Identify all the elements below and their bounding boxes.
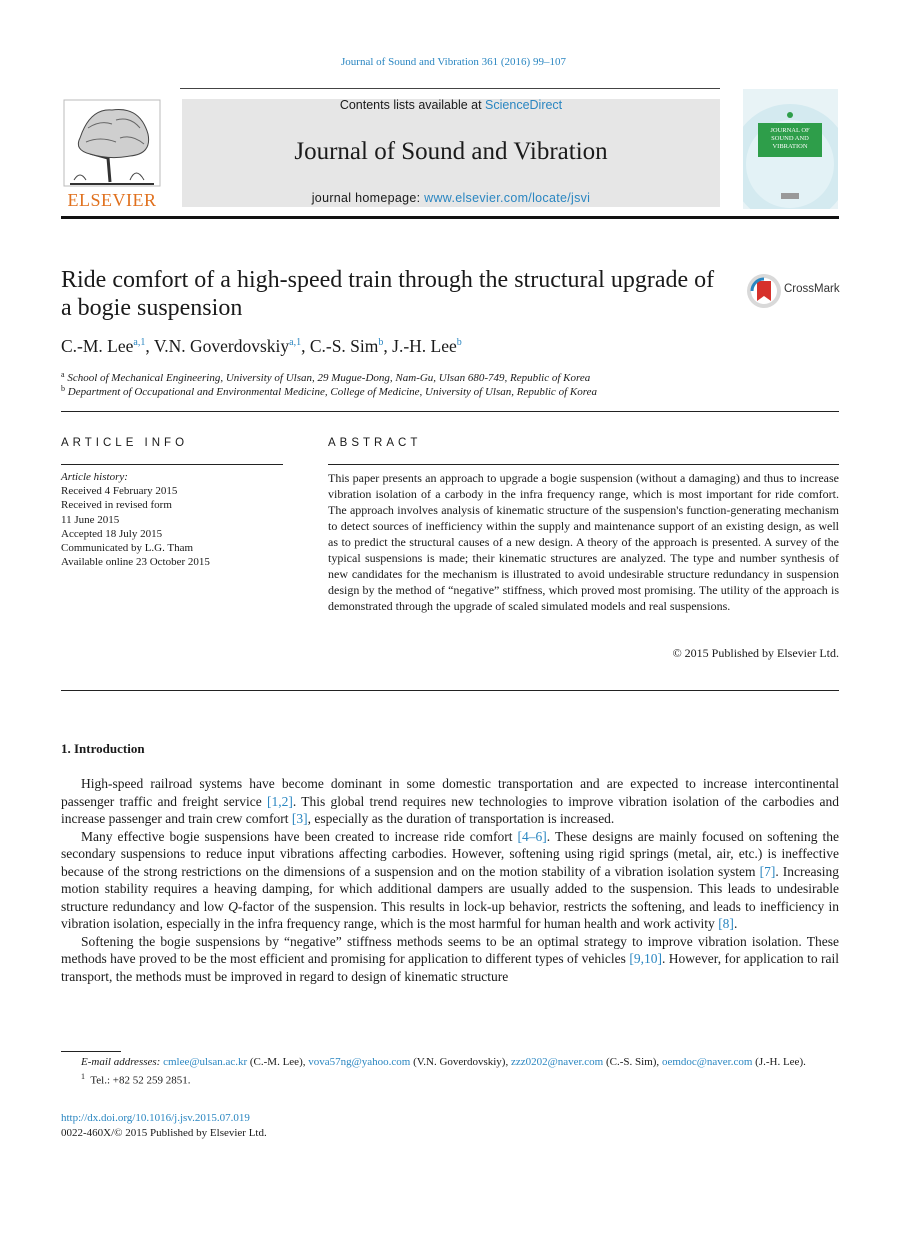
text-run: . However, for application to rail transport, the methods must be improved in regard to design of kinematic structure [61, 951, 839, 984]
cover-title: JOURNAL OF SOUND AND VIBRATION [770, 127, 810, 150]
citation-link[interactable]: [1,2] [266, 793, 293, 809]
homepage-prefix: journal homepage: [311, 191, 425, 205]
history-item: 11 June 2015 [61, 513, 120, 526]
crossmark-icon [746, 273, 782, 309]
article-info-rule [61, 464, 283, 465]
introduction-body [61, 775, 839, 985]
article-history [61, 470, 283, 569]
history-item: Communicated by L.G. Tham [61, 542, 194, 555]
contents-prefix: Contents lists available at [339, 98, 486, 112]
citation-link[interactable]: [4–6] [517, 828, 547, 844]
text-run: . This global trend requires new technologies to improve vibration isolation of the carbodies and increase passenger and train crew comfort [61, 793, 839, 826]
text-run: , especially as the duration of transportation is increased. [307, 811, 615, 826]
citation-link[interactable]: [7] [759, 863, 776, 879]
footnote-rule [61, 1051, 121, 1052]
email-owner: (J.-H. Lee). [752, 1056, 806, 1068]
citation-link[interactable]: [8] [718, 916, 734, 931]
author-affiliation-mark[interactable]: a,1 [289, 337, 302, 348]
email-owner: (C.-M. Lee), [247, 1056, 309, 1068]
author-list: C.-M. Lee$^{a,1}$, V.N. Goverdovskiy$^{a,1}$, C.-S. Sim$^b$, J.-H. Lee$^b$ [61, 336, 462, 356]
affiliation-text: Department of Occupational and Environmental Medicine, College of Medicine, University of Ulsan, Republic of Korea [67, 386, 597, 398]
journal-cover[interactable] [743, 89, 838, 209]
homepage-line [182, 191, 720, 205]
footnotes [61, 1055, 839, 1088]
text-run: Many effective bogie suspensions have been created to increase ride comfort [81, 828, 518, 844]
author-name: C.-M. Lee [61, 336, 134, 356]
footnote-mark: 1 [81, 1071, 85, 1081]
affiliation [61, 384, 597, 398]
email-owner: (V.N. Goverdovskiy), [410, 1056, 511, 1068]
text-run: . [733, 916, 738, 931]
section-divider [61, 690, 839, 691]
email-link[interactable]: vova57ng@yahoo.com [308, 1056, 411, 1068]
abstract-heading: ABSTRACT [328, 437, 422, 449]
header-top-rule [180, 88, 720, 89]
email-link[interactable]: oemdoc@naver.com [661, 1056, 753, 1068]
sciencedirect-link[interactable]: ScienceDirect [485, 98, 563, 112]
text-run: High-speed railroad systems have become dominant in some domestic transportation and are expected to increase intercontinental passenger traffic and freight service [61, 776, 839, 809]
text-run: . These designs are mainly focused on softening the secondary suspensions to reduce input vibrations affecting carbodies. However, softening using rigid springs (metal, air, etc.) is ineffective because of the strong restrictions on the dimensions of a suspension and on the motion stability of a vibration isolation system [61, 828, 839, 879]
header-thick-rule [61, 216, 839, 219]
email-link[interactable]: zzz0202@naver.com [510, 1056, 604, 1068]
doi-link[interactable]: http://dx.doi.org/10.1016/j.jsv.2015.07.019 [61, 1112, 250, 1124]
section-divider [61, 411, 839, 412]
paragraph [61, 933, 839, 986]
history-item: Available online 23 October 2015 [61, 556, 210, 569]
contents-line [182, 98, 720, 112]
abstract-rule [328, 464, 839, 465]
author-affiliation-mark[interactable]: b [456, 337, 462, 348]
author-name: C.-S. Sim [309, 336, 379, 356]
abstract-text: This paper presents an approach to upgrade a bogie suspension (without a damaging) and thus to increase vibration isolation of a carbody in the infra frequency range, which is most important for ride comfort. The approach involves analysis of kinematic structure of the suspension's function-generating mechanism to detect sources of inefficiency within the supply and maintenance support of an existing design, as well as to predict the structural causes of a new design. A theory of the approach is presented. A survey of the typical suspensions is made; their kinematic structures are analyzed. The type and number synthesis of new candidates for the mechanism is illustrated to avoid undesirable structure redundancy in suspension design by the method of “negative” stiffness, which proved most promising. The utility of the approach is demonstrated through the upgrade of scaled simulated models and real suspensions. [328, 471, 839, 613]
tel-footnote [61, 1070, 839, 1088]
article-info-heading: ARTICLE INFO [61, 437, 189, 449]
author-affiliation-mark[interactable]: b [378, 337, 384, 348]
text-run: Q [228, 898, 238, 914]
issn-line: 0022-460X/© 2015 Published by Elsevier Ltd. [61, 1126, 267, 1139]
author-name: J.-H. Lee [392, 336, 457, 356]
affiliation-mark: b [61, 384, 65, 393]
homepage-link[interactable]: www.elsevier.com/locate/jsvi [424, 191, 591, 205]
article-title: Ride comfort of a high-speed train through the structural upgrade of a bogie suspension [61, 267, 715, 321]
affiliation [61, 370, 590, 384]
author-name: V.N. Goverdovskiy [153, 336, 290, 356]
citation-link[interactable]: [3] [291, 811, 308, 826]
journal-name: Journal of Sound and Vibration [294, 138, 608, 165]
elsevier-logo[interactable] [60, 98, 164, 210]
text-run: -factor of the suspension. This results in lock-up behavior, restricts the softening, and leads to inefficiency in vibration isolation, especially in the infra frequency range, which is the most harmful for human health and work activity [61, 898, 839, 931]
affiliation-text: School of Mechanical Engineering, University of Ulsan, 29 Mugue-Dong, Nam-Gu, Ulsan 680-749, Republic of Korea [67, 372, 591, 384]
crossmark-button[interactable] [746, 271, 846, 311]
abstract-copyright: © 2015 Published by Elsevier Ltd. [672, 646, 839, 660]
paragraph [61, 828, 839, 933]
email-owner: (C.-S. Sim), [603, 1056, 660, 1068]
paragraph [61, 775, 839, 828]
history-item: Received 4 February 2015 [61, 485, 178, 498]
email-footnote [61, 1055, 839, 1070]
affiliation-mark: a [61, 370, 65, 379]
history-label: Article history: [61, 471, 128, 483]
history-item: Received in revised form [61, 499, 172, 512]
citation-link[interactable]: [9,10] [629, 951, 662, 966]
introduction-heading: 1. Introduction [61, 741, 145, 756]
email-label: E-mail addresses: [81, 1056, 161, 1068]
tel-text: Tel.: +82 52 259 2851. [90, 1074, 191, 1087]
text-run: Softening the bogie suspensions by “negative” stiffness methods seems to be an optimal strategy to improve vibration isolation. These methods have proved to be the most efficient and promising for application to different types of vehicles [61, 933, 839, 966]
email-link[interactable]: cmlee@ulsan.ac.kr [163, 1056, 248, 1068]
history-item: Accepted 18 July 2015 [61, 527, 163, 540]
text-run: . Increasing motion stability requires a heaving damping, for which additional dampers are usually added to the suspension. This leads to undesirable structure redundancy and low [61, 863, 839, 914]
elsevier-wordmark: ELSEVIER [67, 190, 157, 210]
author-affiliation-mark[interactable]: a,1 [133, 337, 146, 348]
doi-block [61, 1111, 267, 1140]
journal-reference[interactable]: Journal of Sound and Vibration 361 (2016) 99–107 [341, 56, 566, 68]
crossmark-label: CrossMark [784, 283, 840, 295]
